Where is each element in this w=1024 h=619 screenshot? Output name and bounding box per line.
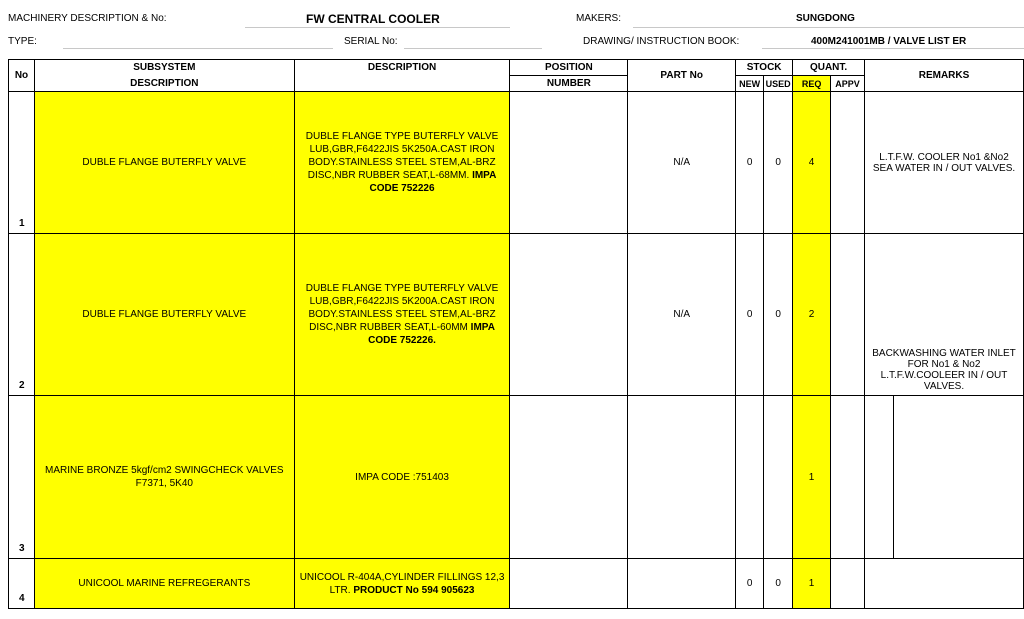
- row-no: 2: [9, 234, 35, 396]
- col-position-1: POSITION: [510, 60, 628, 76]
- row-no: 3: [9, 396, 35, 559]
- part-no-cell: [628, 559, 736, 609]
- description-cell: [294, 559, 510, 609]
- remarks-cell: L.T.F.W. COOLER No1 &No2 SEA WATER IN / OUT VALVES.: [865, 92, 1024, 234]
- type-label: TYPE:: [8, 36, 37, 47]
- stock-used-cell: 0: [764, 559, 793, 609]
- stock-new-cell: 0: [736, 234, 764, 396]
- remarks-cell: BACKWASHING WATER INLET FOR No1 & No2 L.T.F.W.COOLEER IN / OUT VALVES.: [865, 234, 1024, 396]
- col-stock-new: NEW: [736, 76, 764, 92]
- stock-new-cell: 0: [736, 559, 764, 609]
- part-no-cell: [628, 396, 736, 559]
- stock-new-cell: 0: [736, 92, 764, 234]
- col-remarks: REMARKS: [865, 60, 1024, 92]
- description-text: DUBLE FLANGE TYPE BUTERFLY VALVE LUB,GBR,F6422JIS 5K200A.CAST IRON BODY.STAINLESS STEEL STEM,AL-BRZ DISC,NBR RUBBER SEAT,L-60MM: [305, 283, 499, 333]
- col-quant: QUANT.: [793, 60, 865, 76]
- valve-list-table: [8, 59, 1024, 609]
- col-subsystem-1: SUBSYSTEM: [34, 60, 294, 76]
- req-cell: 1: [793, 396, 831, 559]
- description-text: IMPA CODE :751403: [355, 471, 449, 483]
- subsystem-cell: DUBLE FLANGE BUTERFLY VALVE: [34, 234, 294, 396]
- stock-used-cell: 0: [764, 234, 793, 396]
- machinery-label: MACHINERY DESCRIPTION & No:: [8, 13, 167, 24]
- position-cell: [510, 396, 628, 559]
- position-cell: [510, 559, 628, 609]
- table-row: [9, 92, 1024, 234]
- appv-cell: [831, 234, 865, 396]
- part-no-cell: N/A: [628, 92, 736, 234]
- description-code: IMPA CODE 752226.: [368, 322, 495, 346]
- drawing-label: DRAWING/ INSTRUCTION BOOK:: [583, 36, 740, 47]
- subsystem-cell: UNICOOL MARINE REFREGERANTS: [34, 559, 294, 609]
- col-quant-req: REQ: [793, 76, 831, 92]
- subsystem-cell: DUBLE FLANGE BUTERFLY VALVE: [34, 92, 294, 234]
- col-quant-appv: APPV: [831, 76, 865, 92]
- table-row: [9, 559, 1024, 609]
- part-no-cell: N/A: [628, 234, 736, 396]
- remarks-cell: [865, 396, 1024, 559]
- serial-label: SERIAL No:: [344, 36, 398, 47]
- stock-used-cell: [764, 396, 793, 559]
- description-text: UNICOOL R-404A,CYLINDER FILLINGS 12,3 LTR.: [299, 571, 505, 596]
- row-no: 4: [9, 559, 35, 609]
- remarks-cell: [865, 559, 1024, 609]
- description-cell: [294, 234, 510, 396]
- description-cell: [294, 92, 510, 234]
- col-position-2: NUMBER: [510, 76, 628, 92]
- description-code: IMPA CODE 752226: [369, 170, 497, 194]
- col-part-no: PART No: [628, 60, 736, 92]
- req-cell: 4: [793, 92, 831, 234]
- col-stock-used: USED: [764, 76, 793, 92]
- drawing-value: 400M241001MB / VALVE LIST ER: [811, 36, 967, 47]
- col-stock: STOCK: [736, 60, 793, 76]
- col-subsystem-2: DESCRIPTION: [34, 76, 294, 92]
- description-code: PRODUCT No 594 905623: [353, 584, 475, 596]
- table-row: [9, 234, 1024, 396]
- table-row: [9, 396, 1024, 559]
- position-cell: [510, 234, 628, 396]
- makers-value: SUNGDONG: [796, 13, 855, 24]
- appv-cell: [831, 559, 865, 609]
- row-no: 1: [9, 92, 35, 234]
- col-description: DESCRIPTION: [294, 60, 510, 92]
- appv-cell: [831, 92, 865, 234]
- stock-used-cell: 0: [764, 92, 793, 234]
- position-cell: [510, 92, 628, 234]
- appv-cell: [831, 396, 865, 559]
- col-no: No: [9, 60, 35, 92]
- stock-new-cell: [736, 396, 764, 559]
- machinery-value: FW CENTRAL COOLER: [306, 12, 440, 26]
- req-cell: 1: [793, 559, 831, 609]
- description-cell: [294, 396, 510, 559]
- subsystem-cell: MARINE BRONZE 5kgf/cm2 SWINGCHECK VALVES F7371, 5K40: [34, 396, 294, 559]
- req-cell: 2: [793, 234, 831, 396]
- makers-label: MAKERS:: [576, 13, 622, 24]
- description-text: DUBLE FLANGE TYPE BUTERFLY VALVE LUB,GBR,F6422JIS 5K250A.CAST IRON BODY.STAINLESS STEEL STEM,AL-BRZ DISC,NBR RUBBER SEAT,L-68MM.: [305, 131, 499, 181]
